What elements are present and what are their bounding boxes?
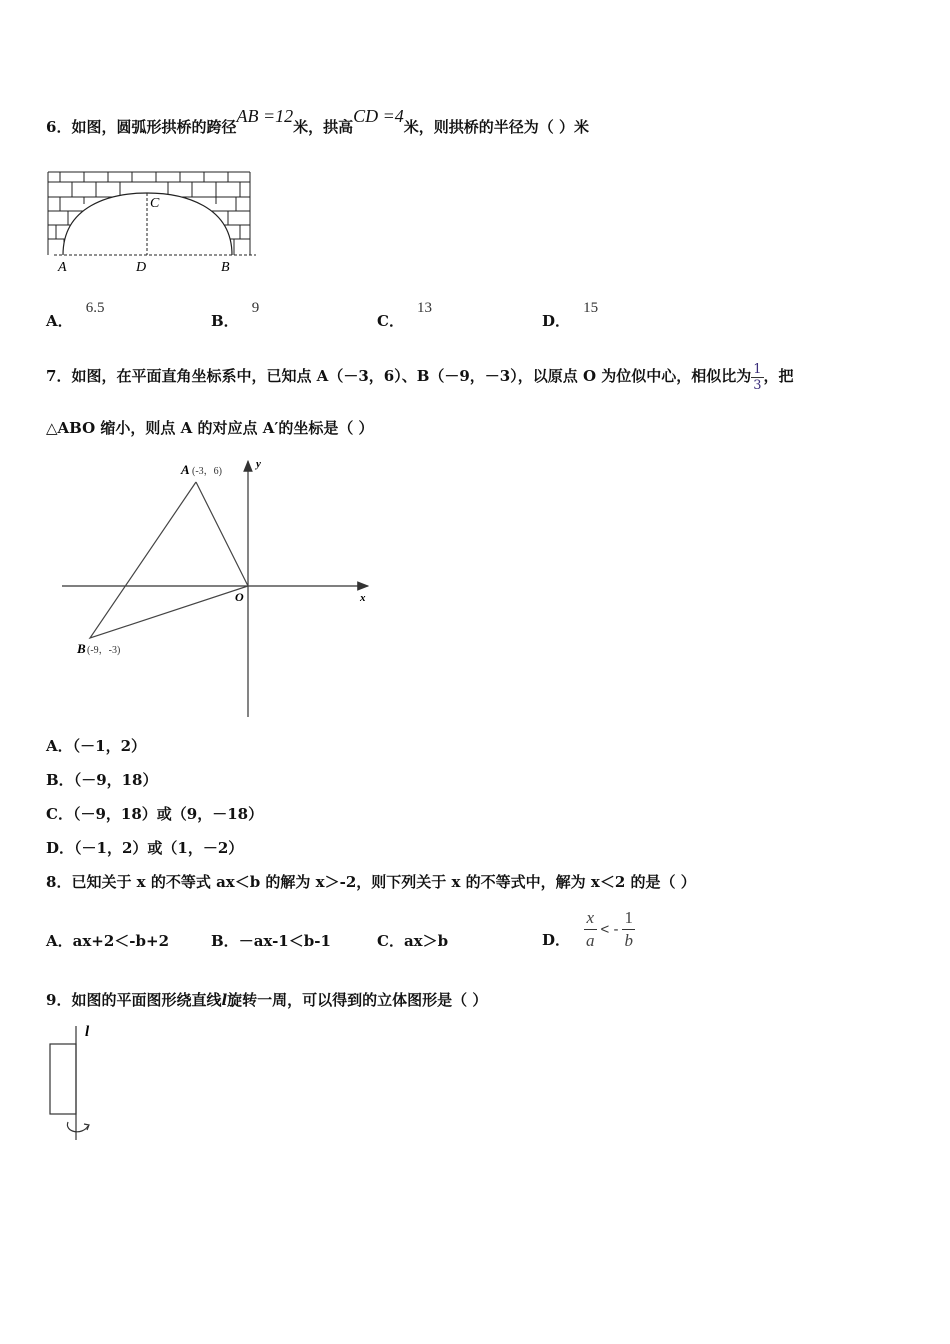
option-value: 9 (251, 300, 260, 316)
q9-stem: 9．如图的平面图形绕直线l旋转一周，可以得到的立体图形是（ ） (46, 991, 488, 1009)
q8-option-a[interactable]: A．ax+2＜-b+2 (46, 932, 170, 950)
triangle-abo (90, 482, 248, 638)
option-value: ax+2＜-b+2 (72, 932, 170, 950)
q6-option-d[interactable]: D． 15 (542, 300, 599, 330)
option-value: －ax-1＜b-1 (238, 932, 331, 950)
rectangle-shape (50, 1044, 76, 1114)
label-a: A (58, 260, 67, 275)
rotation-figure (42, 1020, 102, 1145)
q8-text: 已知关于 x 的不等式 ax＜b 的解为 x＞-2，则下列关于 x 的不等式中，解为 x＜2 的是（ ） (71, 873, 696, 891)
q8-option-b[interactable]: B．－ax-1＜b-1 (211, 932, 331, 950)
q8-stem: 8．已知关于 x 的不等式 ax＜b 的解为 x＞-2，则下列关于 x 的不等式中，解为 x＜2 的是（ ） (46, 873, 696, 891)
q9-text-b: 旋转一周，可以得到的立体图形是（ ） (227, 991, 488, 1009)
q8-option-c[interactable]: C．ax＞b (377, 932, 449, 950)
q8-option-d[interactable]: D． $\frac{x}{a}$ < - $\frac{1}{b}$ (542, 907, 633, 950)
label-b: B (221, 260, 230, 275)
option-value: 15 (583, 300, 599, 316)
q6-math-cd: CD =4 (353, 106, 404, 126)
q7-option-a[interactable]: A．（－1，2） (46, 737, 147, 755)
axis-label-l: l (85, 1024, 90, 1040)
point-a-coord: (-3，6) (192, 466, 222, 477)
q6-stem: 6．如图，圆弧形拱桥的跨径AB =12米，拱高CD =4米，则拱桥的半径为（ ）米 (46, 106, 590, 136)
option-value: ax＞b (403, 932, 449, 950)
q7-ratio-fraction: $\frac{1}{3}$ (753, 361, 762, 393)
fraction-1-over-b: $\frac{1}{b}$ (624, 907, 633, 950)
q7-text-a: 如图，在平面直角坐标系中，已知点 A（－3，6）、B（－9，－3），以原点 O 为位似中心，相似比为 (71, 367, 752, 385)
rotation-arrow-icon (67, 1122, 88, 1132)
point-b-coord: (-9，-3) (87, 645, 121, 656)
q9-text-a: 如图的平面图形绕直线 (71, 991, 222, 1009)
q6-option-b[interactable]: B． 9 (211, 300, 260, 330)
y-axis-label: y (256, 458, 261, 470)
arch-bridge-figure (40, 166, 265, 278)
label-d: D (136, 260, 147, 275)
q7-number: 7 (46, 367, 57, 385)
q6-text-a: 如图，圆弧形拱桥的跨径 (71, 118, 237, 136)
q6-text-c: 米，则拱桥的半径为（ ）米 (403, 118, 590, 136)
q6-option-c[interactable]: C． 13 (377, 300, 433, 330)
x-axis-label: x (360, 592, 366, 604)
q7-stem: 7．如图，在平面直角坐标系中，已知点 A（－3，6）、B（－9，－3），以原点 O 为位似中心，相似比为 $\frac{1}{3}$ ，把 (46, 361, 794, 393)
q9-number: 9 (46, 991, 57, 1009)
option-value: 13 (417, 300, 433, 316)
label-c: C (150, 196, 160, 211)
coordinate-figure (55, 455, 385, 720)
option-value: （－9，18） (73, 771, 158, 789)
q6-number: 6 (46, 118, 57, 136)
q7-option-d[interactable]: D．（－1，2）或（1，－2） (46, 839, 244, 857)
origin-label: O (235, 590, 244, 604)
q6-option-a[interactable]: A． 6.5 (46, 300, 105, 330)
q7-text-b: ，把 (763, 367, 794, 385)
point-a-label: A (181, 462, 190, 477)
less-than-minus: < - (600, 920, 619, 938)
option-value: 6.5 (85, 300, 105, 316)
q7-stem-line2: △ABO 缩小，则点 A 的对应点 A′的坐标是（ ） (46, 419, 374, 437)
q7-option-c[interactable]: C．（－9，18）或（9，－18） (46, 805, 264, 823)
point-b-label: B (77, 641, 86, 656)
q8-number: 8 (46, 873, 57, 891)
option-value: （－1，2）或（1，－2） (74, 839, 244, 857)
option-value: （－1，2） (72, 737, 147, 755)
q9-line-var: l (221, 991, 228, 1009)
fraction-x-over-a: $\frac{x}{a}$ (586, 907, 595, 950)
q6-text-b: 米，拱高 (293, 118, 354, 136)
q6-math-ab: AB =12 (236, 106, 294, 126)
option-value: （－9，18）或（9，－18） (72, 805, 264, 823)
q7-option-b[interactable]: B．（－9，18） (46, 771, 158, 789)
